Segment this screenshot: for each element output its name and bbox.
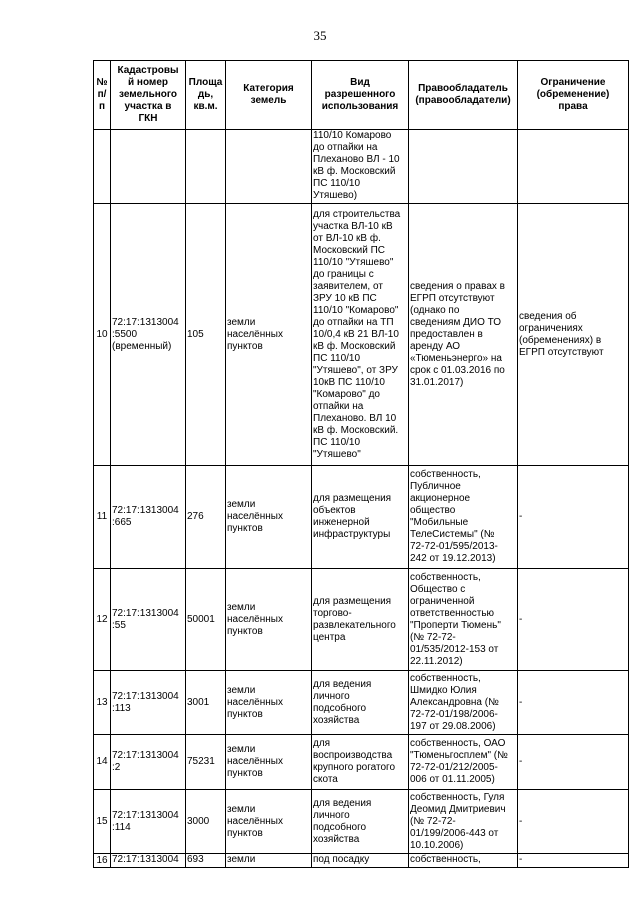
table-row	[94, 671, 629, 735]
cell-category: земли населённых пунктов	[226, 735, 312, 790]
cell-category: земли населённых пунктов	[226, 671, 312, 735]
cell-restriction: -	[518, 854, 629, 868]
table-row	[94, 569, 629, 671]
cell-restriction: -	[518, 466, 629, 569]
cell-category: земли населённых пунктов	[226, 569, 312, 671]
cell-owner: собственность,	[409, 854, 518, 868]
cell-owner: собственность, Общество с ограниченной ответственностью "Проперти Тюмень" (№ 72-72- 01/535/2012-153 от 22.11.2012)	[409, 569, 518, 671]
cell-use: для ведения личного подсобного хозяйства	[312, 790, 409, 854]
cell-use: 110/10 Комарово до отпайки на Плеханово ВЛ - 10 кВ ф. Московский ПС 110/10 Утяшево)	[312, 130, 409, 204]
table-row	[94, 130, 629, 204]
cell-cadastral: 72:17:1313004 :2	[111, 735, 186, 790]
table-row	[94, 466, 629, 569]
cell-area: 693	[186, 854, 226, 868]
cell-num: 13	[94, 671, 111, 735]
cell-num: 16	[94, 854, 111, 868]
header-num: № п/п	[94, 61, 111, 130]
cell-owner	[409, 130, 518, 204]
header-area: Площа дь, кв.м.	[186, 61, 226, 130]
cell-area: 276	[186, 466, 226, 569]
table-row	[94, 790, 629, 854]
cell-num: 10	[94, 204, 111, 466]
cell-area: 105	[186, 204, 226, 466]
cell-category: земли населённых пунктов	[226, 466, 312, 569]
header-use: Вид разрешенного использования	[312, 61, 409, 130]
cell-cadastral: 72:17:1313004 :55	[111, 569, 186, 671]
cell-category: земли населённых пунктов	[226, 204, 312, 466]
cell-area: 3001	[186, 671, 226, 735]
cell-num: 12	[94, 569, 111, 671]
cell-restriction: -	[518, 671, 629, 735]
cell-owner: собственность, ОАО "Тюменьгосплем" (№ 72-72-01/212/2005- 006 от 01.11.2005)	[409, 735, 518, 790]
cell-owner: собственность, Шмидко Юлия Александровна (№ 72-72-01/198/2006- 197 от 29.08.2006)	[409, 671, 518, 735]
cell-use: для воспроизводства крупного рогатого скота	[312, 735, 409, 790]
cell-use: для размещения объектов инженерной инфраструктуры	[312, 466, 409, 569]
cell-area	[186, 130, 226, 204]
cell-restriction	[518, 130, 629, 204]
cell-cadastral: 72:17:1313004 :114	[111, 790, 186, 854]
header-cadastral: Кадастровы й номер земельного участка в ГКН	[111, 61, 186, 130]
cell-num: 14	[94, 735, 111, 790]
table-row	[94, 735, 629, 790]
cell-category: земли	[226, 854, 312, 868]
cell-restriction: -	[518, 569, 629, 671]
table-row	[94, 854, 629, 868]
cell-use: под посадку	[312, 854, 409, 868]
cell-area: 3000	[186, 790, 226, 854]
cell-category: земли населённых пунктов	[226, 790, 312, 854]
cell-num: 15	[94, 790, 111, 854]
land-plots-table	[93, 60, 629, 868]
cell-owner: сведения о правах в ЕГРП отсутствуют (однако по сведениям ДИО ТО предоставлен в аренду АО «Тюменьэнерго» на срок с 01.03.2016 по 31.01.2017)	[409, 204, 518, 466]
table-header-row	[94, 61, 629, 130]
cell-owner: собственность, Гуля Деомид Дмитриевич (№ 72-72- 01/199/2006-443 от 10.10.2006)	[409, 790, 518, 854]
table-row	[94, 204, 629, 466]
cell-category	[226, 130, 312, 204]
cell-area: 75231	[186, 735, 226, 790]
cell-restriction: -	[518, 790, 629, 854]
cell-use: для размещения торгово- развлекательного центра	[312, 569, 409, 671]
header-category: Категория земель	[226, 61, 312, 130]
cell-num: 11	[94, 466, 111, 569]
cell-area: 50001	[186, 569, 226, 671]
cell-restriction: -	[518, 735, 629, 790]
cell-restriction: сведения об ограничениях (обременениях) в ЕГРП отсутствуют	[518, 204, 629, 466]
cell-cadastral: 72:17:1313004 :113	[111, 671, 186, 735]
header-restriction: Ограничение (обременение) права	[518, 61, 629, 130]
cell-cadastral: 72:17:1313004	[111, 854, 186, 868]
cell-use: для ведения личного подсобного хозяйства	[312, 671, 409, 735]
cell-cadastral: 72:17:1313004 :665	[111, 466, 186, 569]
cell-cadastral: 72:17:1313004 :5500 (временный)	[111, 204, 186, 466]
cell-owner: собственность, Публичное акционерное общество "Мобильные ТелеСистемы" (№ 72-72-01/595/2013- 242 от 19.12.2013)	[409, 466, 518, 569]
cell-use: для строительства участка ВЛ-10 кВ от ВЛ-10 кВ ф. Московский ПС 110/10 "Утяшево" до границы с заявителем, от ЗРУ 10 кВ ПС 110/10 "Комарово" до отпайки на ТП 10/0,4 кВ 21 ВЛ-10 кВ ф. Московский ПС 110/10 "Утяшево", от ЗРУ 10кВ ПС 110/10 "Комарово" до отпайки на Плеханово. ВЛ 10 кВ ф. Московский. ПС 110/10 "Утяшево"	[312, 204, 409, 466]
page-number: 35	[313, 28, 327, 43]
header-owner: Правообладатель (правообладатели)	[409, 61, 518, 130]
cell-num	[94, 130, 111, 204]
cell-cadastral	[111, 130, 186, 204]
